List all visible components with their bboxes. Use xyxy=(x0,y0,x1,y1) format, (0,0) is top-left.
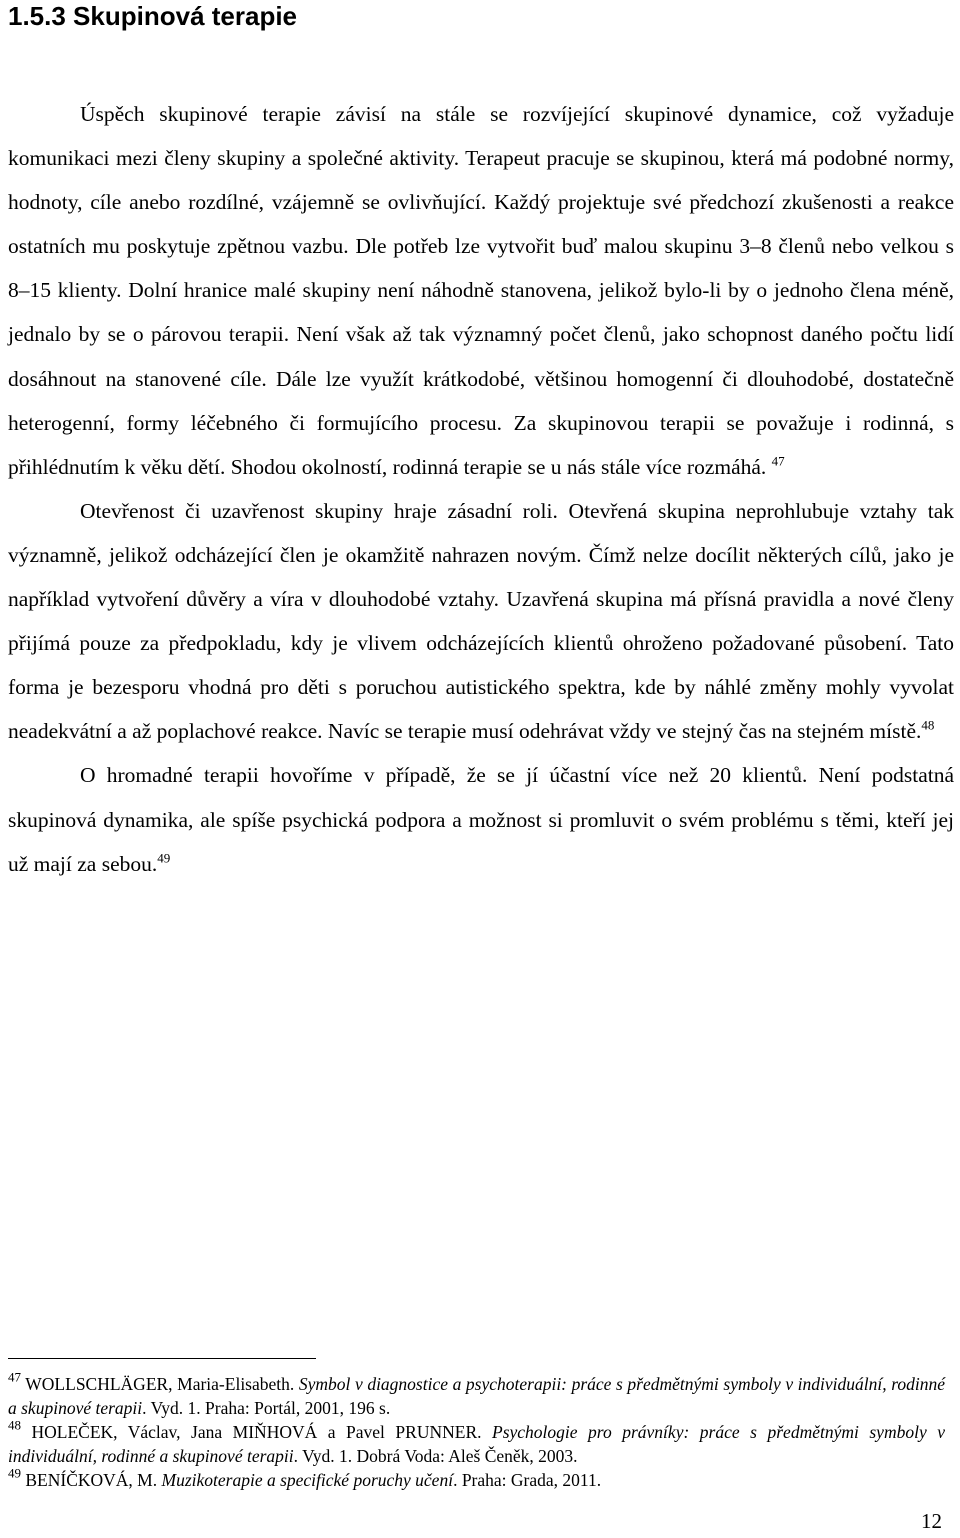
footnotes xyxy=(8,1369,946,1492)
footnote-reference[interactable]: 47 xyxy=(771,453,785,469)
footnote-title: Muzikoterapie a specifické poruchy učení xyxy=(161,1470,454,1490)
footnote-number: 49 xyxy=(8,1465,21,1481)
footnote-title: Symbol v diagnostice a psychoterapii: práce s předmětnými symboly v individuální, rodinné a skupinové terapii xyxy=(8,1374,946,1418)
paragraph-text: O hromadné terapii hovoříme v případě, že se jí účastní více než 20 klientů. Není podstatná skupinová dynamika, ale spíše psychická podpora a možnost si promluvit o svém problému s těmi, kteří jej už mají za sebou. xyxy=(8,763,954,876)
footnote-divider xyxy=(8,1358,316,1359)
footnote-authors: BENÍČKOVÁ, M. xyxy=(25,1470,158,1490)
footnote xyxy=(8,1369,946,1420)
footnote xyxy=(8,1417,945,1468)
footnote-details: . Praha: Grada, 2011. xyxy=(453,1470,602,1490)
footnote-details: . Vyd. 1. Praha: Portál, 2001, 196 s. xyxy=(142,1398,391,1418)
footnote-authors: HOLEČEK, Václav, Jana MIŇHOVÁ a Pavel PRUNNER. xyxy=(31,1422,482,1442)
section-heading: 1.5.3 Skupinová terapie xyxy=(8,1,298,31)
paragraph-text: Úspěch skupinové terapie závisí na stále se rozvíjející skupinové dynamice, což vyžaduje komunikaci mezi členy skupiny a společné aktivity. Terapeut pracuje se skupinou, která má podobné normy, hodnoty, cíle anebo rozdílné, vzájemně se ovlivňující. Každý projektuje své předchozí zkušenosti a reakce ostatních mu poskytuje zpětnou vazbu. Dle potřeb lze vytvořit buď malou skupinu 3–8 členů nebo velkou s 8–15 klienty. Dolní hranice malé skupiny není náhodně stanovena, jelikož bylo-li by o jednoho člena méně, jednalo by se o párovou terapii. Není však až tak významný počet členů, jako schopnost daného počtu lidí dosáhnout na stanovené cíle. Dále lze využít krátkodobé, většinou homogenní či dlouhodobé, dostatečně heterogenní, formy léčebného či formujícího procesu. Za skupinovou terapii se považuje i rodinná, s přihlédnutím k věku dětí. Shodou okolností, rodinná terapie se u nás stále více rozmáhá. xyxy=(8,102,954,479)
footnote-reference[interactable]: 49 xyxy=(157,850,171,866)
footnote-number: 47 xyxy=(8,1369,21,1385)
footnote-authors: WOLLSCHLÄGER, Maria-Elisabeth. xyxy=(25,1374,295,1394)
footnote-reference[interactable]: 48 xyxy=(921,717,935,733)
footnote-title: Psychologie pro právníky: práce s předmětnými symboly v individuální, rodinné a skupinové terapii xyxy=(8,1422,945,1466)
page-number: 12 xyxy=(921,1509,942,1533)
paragraph-text: Otevřenost či uzavřenost skupiny hraje zásadní roli. Otevřená skupina neprohlubuje vztahy tak významně, jelikož odcházející člen je okamžitě nahrazen novým. Čímž nelze docílit některých cílů, jako je například vytvoření důvěry a víra v dlouhodobé vztahy. Uzavřená skupina má přísná pravidla a nové členy přijímá pouze za předpokladu, kdy je vlivem odcházejících klientů ohroženo požadované působení. Tato forma je bezesporu vhodná pro děti s poruchou autistického spektra, kde by náhlé změny mohly vyvolat neadekvátní a až poplachové reakce. Navíc se terapie musí odehrávat vždy ve stejný čas na stejném místě. xyxy=(8,498,954,744)
footnote-details: . Vyd. 1. Dobrá Voda: Aleš Čeněk, 2003. xyxy=(293,1446,578,1466)
paragraph xyxy=(8,489,954,754)
footnote-number: 48 xyxy=(8,1417,21,1433)
body-text xyxy=(8,92,954,886)
footnote xyxy=(8,1465,945,1492)
paragraph xyxy=(8,753,954,885)
paragraph xyxy=(8,92,954,489)
